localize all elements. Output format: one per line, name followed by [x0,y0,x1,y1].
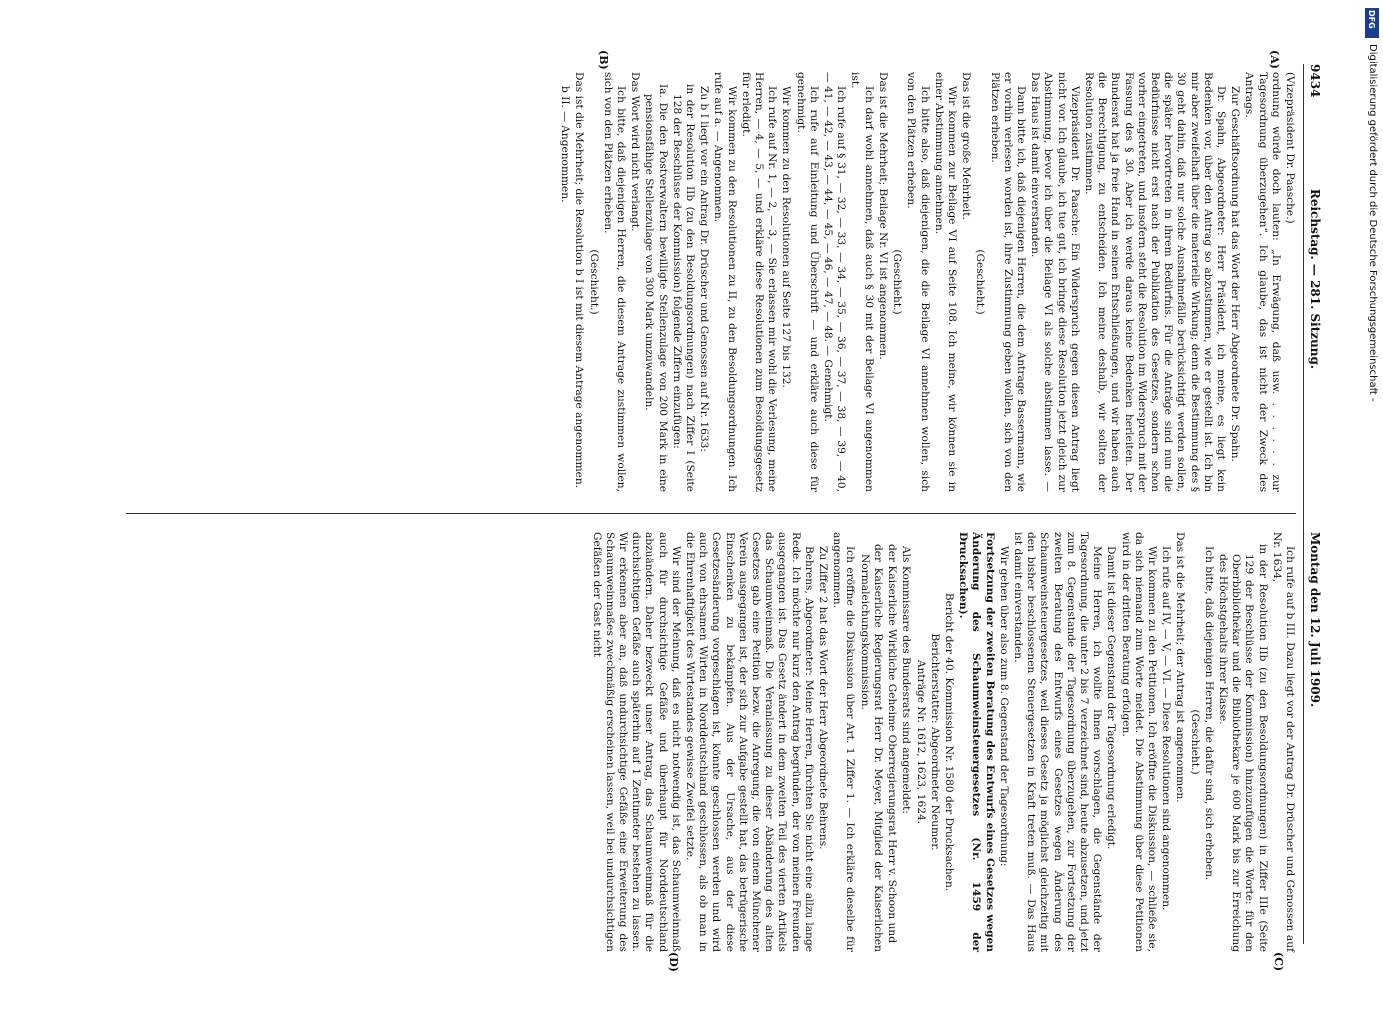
paragraph: Dann bitte ich, daß diejenigen Herren, die dem Antrage Bassermann, wie er vorhin verlesen worden ist, ihre Zustimmung geben wollen, sich von den Plätzen erheben. [988,72,1027,492]
paragraph: Damit ist dieser Gegenstand der Tagesordnung erledigt. [1105,546,1118,850]
paragraph: (Geschieht.) [974,249,987,315]
paragraph: Wir sind der Meinung, daß es nicht notwendig ist, das Schaumweinmaß auch für durchsichtige Gefäße und überhaupt für Norddeutschland abzuändern. Daher bezweckt unser Antrag, das Schaumweinmaß für die durchsichtigen Gefäße auch späterhin auf 1 Zentimeter bestehen zu lassen. Wir erkennen aber an, daß undurchsichtige Gefäße eine Erweiterung des Schaumweinmaßes zweckmäßig erscheinen lassen, weil bei undurchsichtigen Gefäßen der Gast nicht [590,532,682,952]
right-column [588,532,1296,952]
paragraph: Meine Herren, ich wollte Ihnen vorschlagen, die Gegenstände der Tagesordnung, die unter 2 bis 7 verzeichnet sind, heute abzusetzen, und jetzt zum 8. Gegenstande der Tagesordnung überzugehen, zur Fortsetzung der zweiten Beratung des Entwurfs eines Gesetzes wegen Änderung des Schaumweinsteuergesetzes, weil dieses Gesetz ja möglichst gleichzeitig mit den bisher beschlossenen Steuergesetzen in Kraft treten muß. — Das Haus ist damit einverstanden. [1011,532,1104,952]
paragraph: Anträge Nr. 1612, 1623, 1624. [914,659,927,825]
paragraph: Zur Geschäftsordnung hat das Wort der Herr Abgeordnete Dr. Spahn. [1229,86,1242,462]
paragraph: Ich rufe auf IV, — V, — VI. — Diese Resolutionen sind angenommen. [1160,546,1173,911]
running-head: Reichstag. — 281. Sitzung. [1308,188,1322,370]
paragraph: Fortsetzung der zweiten Beratung des Entwurfs eines Gesetzes wegen Änderung des Schaumweinsteuergesetzes (Nr. 1459 der Drucksachen). [957,532,996,952]
paragraph: b II. — Angenommen. [559,86,572,203]
paragraph: Als Kommissare des Bundesrats sind angemeldet: [900,546,913,814]
paragraph: Wir kommen zu den Resolutionen zu II, zu den Besoldungsordnungen. Ich rufe auf a. — Angenommen. [712,72,738,492]
paragraph: Ich rufe auf Einleitung und Überschrift — und erkläre auch diese für genehmigt. [794,72,820,492]
paragraph: Das ist die Mehrheit; Beilage Nr. VI ist angenommen. [876,72,889,360]
paragraph: Ich darf wohl annehmen, daß auch § 30 mit der Beilage VI angenommen ist. [849,72,875,492]
paragraph: Ich eröffne die Diskussion über Art. 1 Ziffer 1. — Ich erkläre dieselbe für angenommen. [831,532,857,952]
paragraph: Ich bitte, daß diejenigen Herren, die diesem Antrage zustimmen wollen, sich von den Plätzen erheben. [601,72,628,492]
paragraph: Ich bitte, daß diejenigen Herren, die dafür sind, sich erheben. [1202,546,1215,881]
margin-mark-a: (A) [1268,50,1281,69]
paragraph: Wir gehen über also zum 8. Gegenstand der Tagesordnung: [997,546,1010,867]
left-column [557,72,1296,492]
paragraph: Wir kommen zu den Resolutionen auf Seite 127 bis 132. [780,86,793,388]
paragraph: Das ist die Mehrheit; die Resolution b I ist mit diesem Antrage angenommen. [573,72,586,489]
paragraph: Ich rufe auf Nr. 1, — 2, — 3, — Sie erlassen mir wohl die Verlesung, meine Herren, — 4, — 5, — und erkläre diese Resolutionen zum Besoldungsgesetz für erledigt. [739,72,779,492]
credit-text: Digitalisierung gefördert durch die Deutsche Forschungsgemeinschaft - [1367,44,1378,402]
dfg-logo-text: DFG [1367,10,1376,29]
paragraph: Zu b I liegt vor ein Antrag Dr. Drüscher und Genossen auf Nr. 1633: [698,86,711,452]
paragraph: in der Resolution IIb (zu den Besoldungsordnungen) nach Ziffer I (Seite 128 der Beschlüsse der Kommission) folgende Ziffern einzufügen: [670,84,697,492]
paragraph: Dr. Spahn, Abgeordneter: Herr Präsident, ich meine, es liegt kein Bedenken vor, über den Antrag so abzustimmen, wie er gestellt ist. Ich bin mir aber zweifelhaft über die materielle Wirkung; denn die Bestimmung des § 30 geht dahin, daß nur solche Ausnahmefälle berücksichtigt werden sollen, die später hervortreten in ihrem Bedürfnis. Für die Anträge sind nun die Bedürfnisse nicht erst nach der Publikation des Gesetzes, sondern schon vorher eingetreten, und insofern steht die Resolution im Widerspruch mit der Fassung des § 30. Aber ich werde daraus keine Bedenken herleiten. Der Bundesrat hat ja freie Hand in seinen Entschließungen, und wir haben auch die Berechtigung, zu entscheiden. Ich meine deshalb, wir sollten der Resolution zustimmen. [1082,72,1227,492]
margin-mark-c: (C) [1272,952,1285,972]
paragraph: Berichterstatter: Abgeordneter Neumer. [928,633,941,851]
column-divider [126,513,1296,514]
digitization-credit [1364,44,1380,1024]
page-date: Montag den 12. Juli 1909. [1308,532,1322,708]
paragraph: in der Resolution IIb (zu den Besoldungsordnungen) in Ziffer IIIe (Seite 129 der Beschlüsse der Kommission) hinzuzufügen die Worte: für den Oberbibliothekar und die Bibliothekare je 600 Mark bis zur Erreichung des Höchstgehalts ihrer Klasse. [1216,544,1269,952]
paragraph: ordnung würde doch lauten: „In Erwägung, daß usw. . . . . . . zur Tagesordnung überzugehen“. Ich glaube, das ist nicht der Zweck des Antrags. [1243,72,1282,492]
paragraph: Bericht der 40. Kommission Nr. 1580 der Drucksachen. [942,592,955,892]
paragraph: (Geschieht.) [891,249,904,315]
paragraph: der Kaiserliche Regierungsrat Herr Dr. Meyer, Mitglied der Kaiserlichen Normaleichungskommission. [858,544,884,952]
paragraph: Ich bitte also, daß diejenigen, die die Beilage VI annehmen wollen, sich von den Plätzen erheben. [905,72,931,492]
paragraph: (Geschieht.) [587,249,600,315]
margin-mark-b: (B) [597,50,610,70]
paragraph: Vizepräsident Dr. Paasche: Ein Widerspruch gegen diesen Antrag liegt nicht vor. Ich glaube, ich tue gut, ich bringe diese Resolution jetzt gleich zur Abstimmung, bevor ich über die Beilage VI als solche abstimmen lasse. — Das Haus ist damit einverstanden. [1029,72,1081,492]
rotated-page [40,2,1380,1002]
paragraph: Zu Ziffer 2 hat das Wort der Herr Abgeordnete Behrens. [817,546,830,850]
paragraph: (Vizepräsident Dr. Paasche.) [1284,72,1296,224]
header-rule [1303,64,1304,944]
paragraph: Das Wort wird nicht verlangt. [629,72,642,232]
paragraph: Wir kommen zur Beilage VI auf Seite 108. Ich meine, wir können sie in einer Abstimmung annehmen. [932,72,958,492]
paragraph: Das ist die große Mehrheit. [960,72,973,220]
paragraph: Behrens, Abgeordneter: Meine Herren, fürchten Sie nicht eine allzu lange Rede. Ich möchte nur kurz den Antrag begründen, der von meinen Freunden ausgegangen ist. Das Gesetz ändert in dem zweiten Teil des vierten Artikels das Schaumweinmaß. Die Veranlassung zu dieser Abänderung des alten Gesetzes gab eine Petition bezw. die Anregung, die von einem Münchener Verein ausgegangen ist, der sich zur Aufgabe gestellt hat, das betrügerische Einschenken zu bekämpfen. Aus der Ursache, aus der diese Gesetzesänderung vorgeschlagen ist, könnte geschlossen werden und wird auch von ehrsamen Wirten in Norddeutschland geschlossen, als ob man in die Ehrenhaftigkeit des Wirtestandes gewisse Zweifel setzte. [684,532,815,952]
page-number: 9434 [1308,64,1322,98]
paragraph: Wir kommen zu den Petitionen. Ich eröffne die Diskussion, — schließe sie, da sich niemand zum Worte meldet. Die Abstimmung über diese Petitionen wird in der dritten Beratung erfolgen. [1119,532,1158,952]
paragraph: Ich rufe auf § 31, — 32, — 33, — 34, — 35, — 36, — 37, — 38, — 39, — 40, — 41, — 42, — 43, — 44, — 45, — 46, — 47, — 48. — Genehmigt. [822,72,848,492]
paragraph: (Geschieht.) [1188,709,1201,775]
paragraph: Ich rufe auf b III. Dazu liegt vor der Antrag Dr. Drüscher und Genossen auf Nr. 1634, [1270,532,1296,952]
paragraph: der Kaiserliche Wirkliche Geheime Oberregierungsrat Herr v. Schoon und [886,544,899,944]
dfg-logo [1365,8,1379,38]
margin-mark-d: (D) [667,952,680,972]
paragraph: Das ist die Mehrheit; der Antrag ist angenommen. [1174,532,1187,803]
paragraph: Ia. Die den Postverwaltern bewilligte Stellenzulage von 200 Mark in eine pensionsfähige Stellenzulage von 300 Mark umzuwandeln. [643,84,669,492]
